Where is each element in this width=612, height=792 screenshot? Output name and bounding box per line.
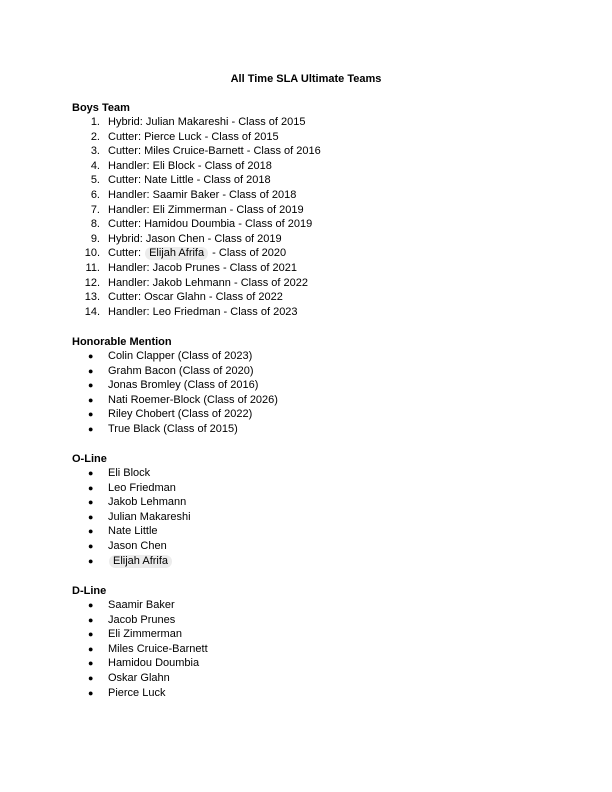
bullet-icon: ●: [88, 468, 94, 478]
bullet-icon: ●: [88, 409, 94, 420]
list-item-text: Handler: Leo Friedman - Class of 2023: [108, 305, 298, 318]
list-item-text: Hamidou Doumbia: [108, 657, 200, 670]
list-item-text: Jason Chen: [108, 539, 167, 552]
list-item-text: Riley Chobert (Class of 2022): [108, 408, 253, 421]
bullet-icon: ●: [88, 380, 94, 391]
list-item-text: Miles Cruice-Barnett: [108, 642, 208, 655]
list-item-text: Cutter: Pierce Luck - Class of 2015: [108, 130, 279, 143]
bullet-icon: ●: [88, 600, 94, 610]
bullet-icon: ●: [88, 643, 94, 654]
person-chip[interactable]: Elijah Afrifa: [109, 555, 172, 568]
list-item-text: Cutter: Miles Cruice-Barnett - Class of 2016: [108, 145, 321, 158]
list-item-text: Colin Clapper (Class of 2023): [108, 350, 253, 362]
bullet-icon: ●: [88, 351, 94, 361]
list-item-text: Hybrid: Jason Chen - Class of 2019: [108, 232, 282, 245]
item-prefix: Cutter:: [108, 247, 145, 260]
list-number: 1.: [90, 116, 100, 128]
bullet-icon: ●: [88, 365, 94, 376]
list-item-text: Saamir Baker: [108, 599, 175, 611]
list-number: 7.: [90, 203, 100, 216]
d-line-heading: D-Line: [72, 585, 107, 597]
list-number: 12.: [84, 276, 100, 289]
list-item-text: Eli Block: [108, 467, 151, 479]
bullet-icon: ●: [88, 658, 94, 669]
list-number: 10.: [84, 247, 100, 260]
list-number: 9.: [90, 232, 100, 245]
boys-team-heading: Boys Team: [72, 102, 130, 114]
list-item-text: Eli Zimmerman: [108, 628, 182, 641]
list-item-text: Jakob Lehmann: [108, 496, 187, 509]
list-number: 3.: [90, 145, 100, 158]
list-item-text: Handler: Jakob Lehmann - Class of 2022: [108, 276, 308, 289]
list-item-text: Cutter: Nate Little - Class of 2018: [108, 174, 271, 187]
list-number: 14.: [84, 305, 100, 318]
list-item-text: Oskar Glahn: [108, 671, 170, 684]
bullet-icon: ●: [88, 482, 94, 493]
list-item-text: Handler: Eli Zimmerman - Class of 2019: [108, 203, 304, 216]
person-chip[interactable]: Elijah Afrifa: [145, 247, 208, 260]
bullet-icon: ●: [88, 497, 94, 508]
list-number: 13.: [84, 291, 100, 304]
list-number: 4.: [90, 159, 100, 172]
list-item-text: Handler: Eli Block - Class of 2018: [108, 159, 272, 172]
list-item-text: Hybrid: Julian Makareshi - Class of 2015: [108, 116, 306, 128]
list-number: 6.: [90, 188, 100, 201]
list-item-text: Handler: Jacob Prunes - Class of 2021: [108, 261, 297, 274]
bullet-icon: ●: [88, 423, 94, 434]
list-item-text: Grahm Bacon (Class of 2020): [108, 364, 254, 377]
list-item-text: Cutter: Hamidou Doumbia - Class of 2019: [108, 218, 313, 231]
bullet-icon: ●: [88, 540, 94, 551]
page-title: All Time SLA Ultimate Teams: [230, 73, 382, 85]
list-number: 5.: [90, 174, 100, 187]
list-item-text: Handler: Saamir Baker - Class of 2018: [108, 188, 297, 201]
list-item-text: Jonas Bromley (Class of 2016): [108, 379, 259, 392]
bullet-icon: ●: [88, 555, 94, 566]
bullet-icon: ●: [88, 614, 94, 625]
bullet-icon: ●: [88, 526, 94, 537]
list-item-text: Julian Makareshi: [108, 510, 191, 523]
o-line-heading: O-Line: [72, 453, 107, 465]
bullet-icon: ●: [88, 672, 94, 683]
item-suffix: - Class of 2020: [209, 247, 287, 260]
bullet-icon: ●: [88, 629, 94, 640]
list-item-text: Nati Roemer-Block (Class of 2026): [108, 393, 278, 406]
bullet-icon: ●: [88, 394, 94, 405]
list-item-text: True Black (Class of 2015): [108, 422, 238, 435]
list-item-text: [108, 554, 173, 569]
list-item-text: Pierce Luck: [108, 686, 166, 699]
list-item-text: Cutter: Oscar Glahn - Class of 2022: [108, 291, 283, 304]
list-number: 11.: [85, 261, 100, 274]
bullet-icon: ●: [88, 511, 94, 522]
list-number: 8.: [90, 218, 100, 231]
list-number: 2.: [90, 130, 100, 143]
honorable-mention-heading: Honorable Mention: [72, 336, 172, 348]
list-item-text: Jacob Prunes: [108, 613, 176, 626]
bullet-icon: ●: [88, 687, 94, 698]
list-item-text: Nate Little: [108, 525, 158, 538]
list-item-text: Leo Friedman: [108, 481, 176, 494]
list-item-text: [108, 246, 286, 261]
